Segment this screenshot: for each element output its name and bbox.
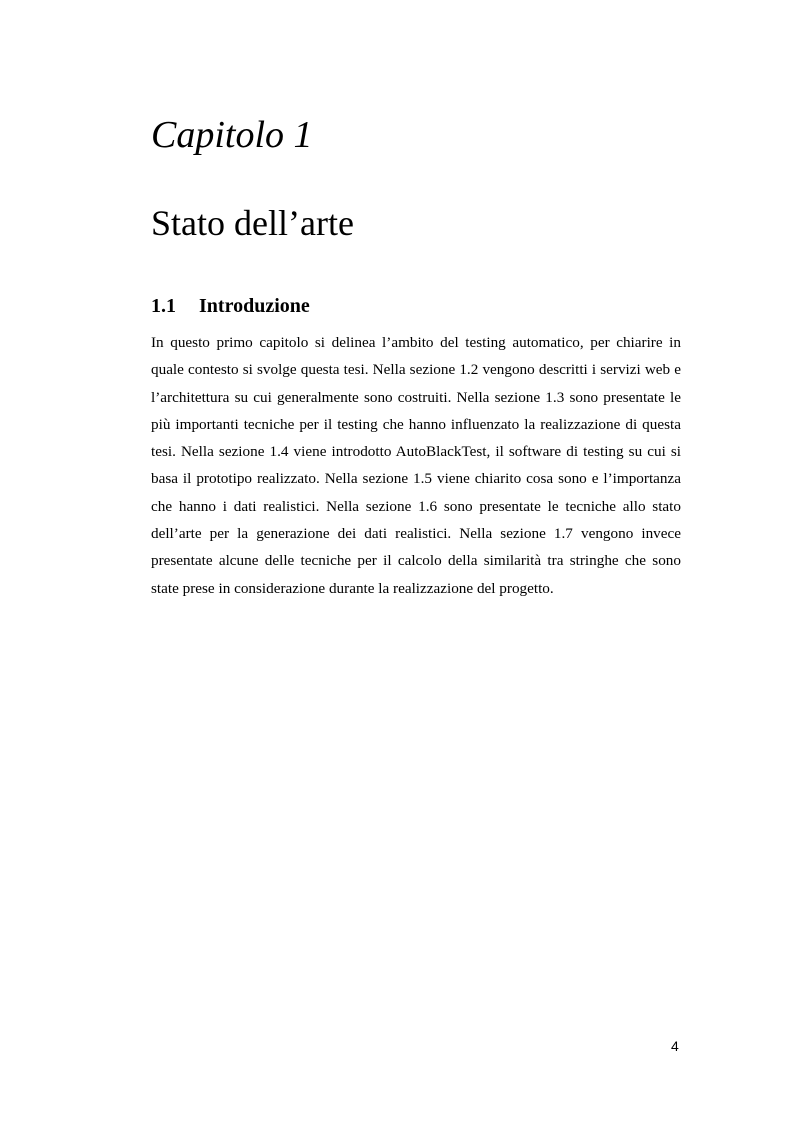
section-number: 1.1 — [151, 295, 176, 317]
section-title: Introduzione — [199, 295, 310, 317]
page-number: 4 — [671, 1038, 679, 1054]
section-heading — [151, 292, 310, 320]
chapter-title: Stato dell’arte — [151, 203, 354, 243]
body-paragraph: In questo primo capitolo si delinea l’ambito del testing automatico, per chiarire in quale contesto si svolge questa tesi. Nella sezione 1.2 vengono descritti i servizi web e l’architettura su cui generalmente sono costruiti. Nella sezione 1.3 sono presentate le più importanti tecniche per il testing che hanno influenzato la realizzazione di questa tesi. Nella sezione 1.4 viene introdotto AutoBlackTest, il software di testing su cui si basa il prototipo realizzato. Nella sezione 1.5 viene chiarito cosa sono e l’importanza che hanno i dati realistici. Nella sezione 1.6 sono presentate le tecniche allo stato dell’arte per la generazione dei dati realistici. Nella sezione 1.7 vengono invece presentate alcune delle tecniche per il calcolo della similarità tra stringhe che sono state prese in considerazione durante la realizzazione del progetto. — [151, 334, 681, 597]
chapter-label: Capitolo 1 — [151, 114, 313, 156]
